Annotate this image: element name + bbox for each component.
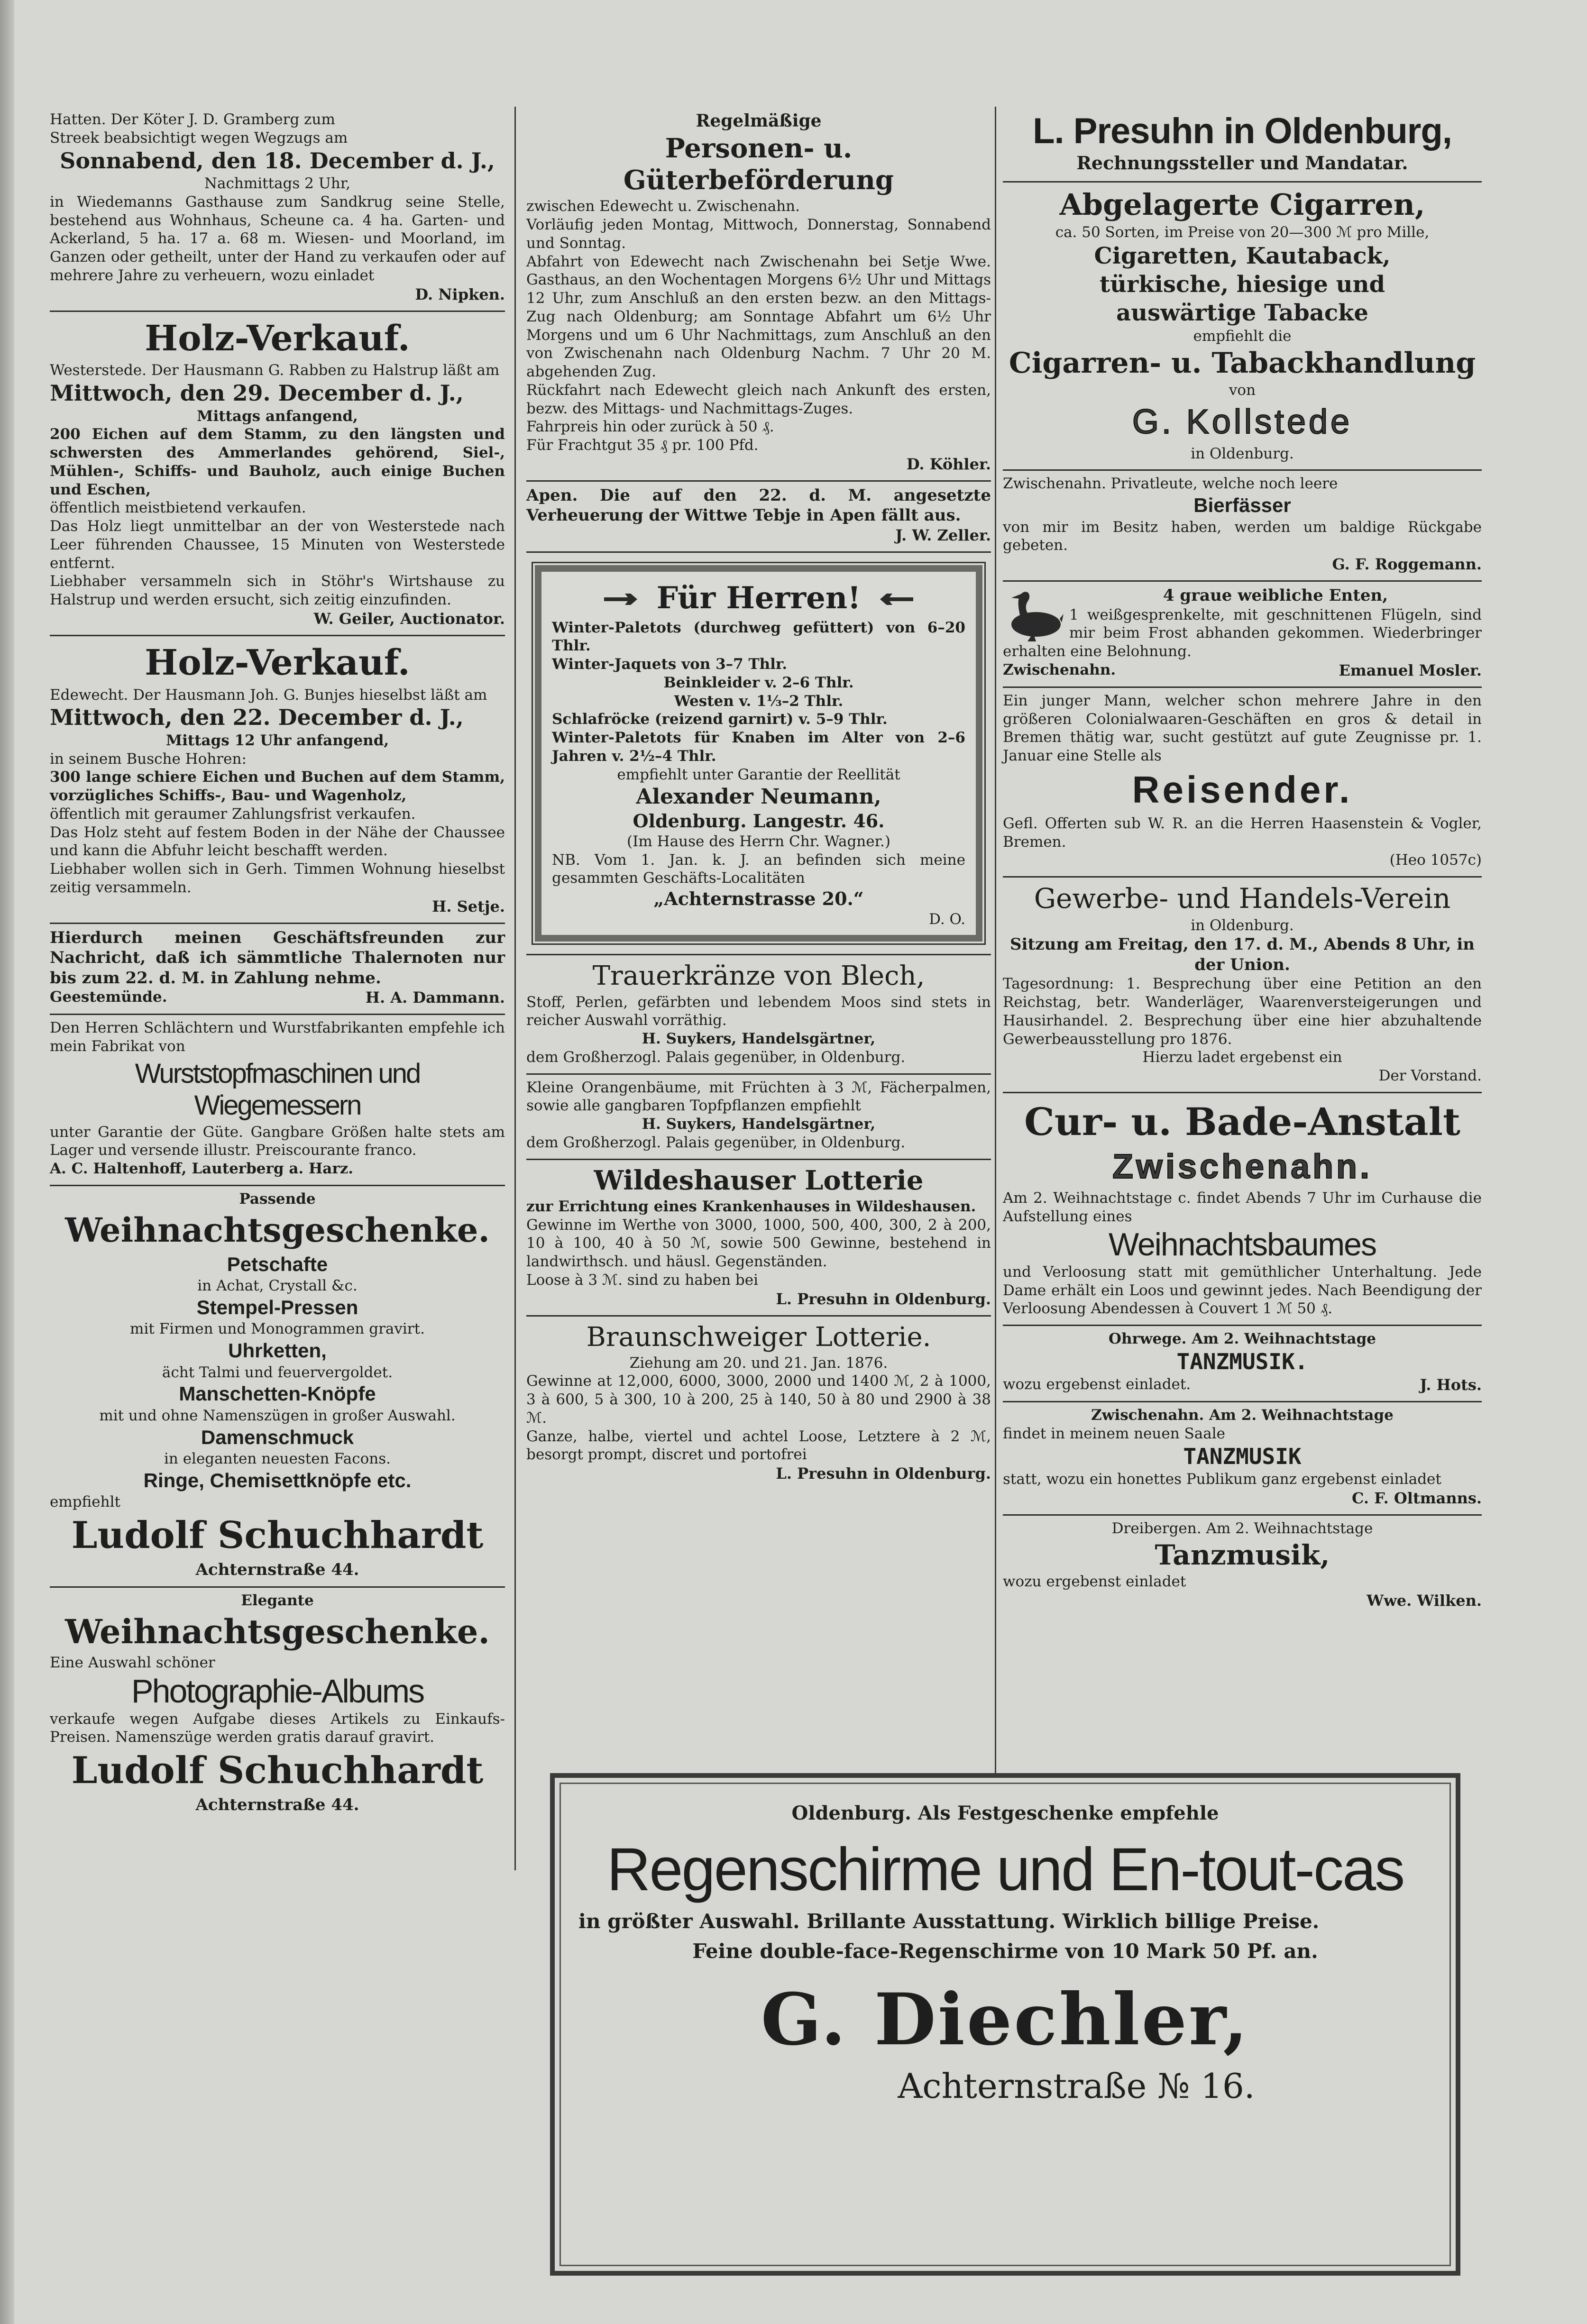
ad-signature: Der Vorstand. <box>1378 1067 1482 1085</box>
ad-text: Hatten. Der Köter J. D. Gramberg zum <box>50 111 335 128</box>
ad-signature: W. Geiler, Auctionator. <box>313 609 505 628</box>
ad-text: Oldenburg. Als Festgeschenke empfehle <box>791 1802 1219 1824</box>
ad-text: Regelmäßige <box>696 111 822 131</box>
ad-headline: TANZMUSIK <box>1183 1443 1302 1469</box>
ad-item: Petschafte <box>227 1253 328 1275</box>
ad-text: von <box>1229 382 1256 399</box>
ad-wurststopfmaschinen <box>50 1015 505 1186</box>
ad-text: Kleine Orangenbäume, mit Früchten à 3 ℳ, Fächerpalmen, sowie alle gangbaren Topfpflanzen empfiehlt <box>526 1079 991 1115</box>
ad-text: in Oldenburg. <box>1191 916 1294 934</box>
ad-text: Hierdurch meinen Geschäftsfreunden zur Nachricht, daß ich sämmtliche Thalernoten nur bis zum 22. d. M. in Zahlung nehme. <box>50 928 505 988</box>
ad-item: Schlafröcke (reizend garnirt) v. 5–9 Thlr. <box>552 711 888 728</box>
ad-text: Vorläufig jeden Montag, Mittwoch, Donnerstag, Sonnabend und Sonntag. <box>526 216 991 252</box>
ad-place: Zwischenahn. <box>1003 661 1116 678</box>
ad-text: Sitzung am Freitag, den 17. d. M., Abends 8 Uhr, in der Union. <box>1010 935 1475 974</box>
ad-headline: Personen- u. Güterbeförderung <box>623 133 894 196</box>
ad-text: zur Errichtung eines Krankenhauses in Wildeshausen. <box>526 1198 976 1215</box>
ad-text: Nachmittags 2 Uhr, <box>204 175 351 192</box>
ad-text: Zwischenahn. Am 2. Weihnachtstage <box>1091 1407 1394 1424</box>
ad-text: dem Großherzogl. Palais gegenüber, in Oldenburg. <box>526 1134 906 1151</box>
ad-apen <box>526 482 991 553</box>
ad-signature: D. Köhler. <box>906 455 991 473</box>
ad-address: Achternstraße 44. <box>195 1560 359 1579</box>
ad-enten <box>1003 582 1482 688</box>
ad-text: verkaufe wegen Aufgabe dieses Artikels zu Einkaufs-Preisen. Namenszüge werden gratis darauf gravirt. <box>50 1710 505 1746</box>
ad-holz-verkauf-edewecht <box>50 636 505 924</box>
ad-text: mit und ohne Namenszügen in großer Auswahl. <box>99 1407 456 1424</box>
ad-text: Eine Auswahl schöner <box>50 1654 215 1671</box>
ad-date: Mittwoch, den 29. December d. J., <box>50 380 464 406</box>
ad-text: wozu ergebenst einladet <box>1003 1573 1186 1591</box>
ad-signature: C. F. Oltmanns. <box>1351 1489 1482 1508</box>
ad-text: mit Firmen und Monogrammen gravirt. <box>130 1320 425 1338</box>
ad-headline: Zwischenahn. <box>1112 1147 1373 1186</box>
binding-edge <box>0 0 14 2324</box>
ad-item: Winter-Jaquets von 3–7 Thlr. <box>552 656 788 673</box>
ad-text: Tagesordnung: 1. Besprechung über eine Petition an den Reichstag, betr. Wanderläger, Waarenversteigerungen und Hausirhandel. 2. Besprechung über eine hier abzuhaltende Gewerbeausstellung pro 1876. <box>1003 975 1482 1048</box>
ad-item: türkische, hiesige und <box>1099 271 1385 298</box>
column-3 <box>1003 107 1482 1617</box>
ad-personenbefoerderung <box>526 107 991 482</box>
ad-text: Elegante <box>241 1592 314 1610</box>
ad-address: Achternstraße № 16. <box>898 2066 1255 2106</box>
ad-item: Winter-Paletots für Knaben im Alter von 2–6 Jahren v. 2½–4 Thlr. <box>552 729 965 765</box>
ad-headline: Cur- u. Bade-Anstalt <box>1024 1099 1460 1144</box>
ad-text: in eleganten neuesten Facons. <box>164 1450 391 1468</box>
ad-signature: J. Hots. <box>1420 1376 1482 1394</box>
ad-holz-verkauf-westerstede <box>50 312 505 636</box>
ad-text: Am 2. Weihnachtstage c. findet Abends 7 Uhr im Curhause die Aufstellung eines <box>1003 1189 1482 1226</box>
ad-item: Winter-Paletots (durchweg gefüttert) von 6–20 Thlr. <box>552 619 965 655</box>
ad-text: und Verloosung statt mit gemüthlicher Unterhaltung. Jede Dame erhält ein Loos und gewinnt jedes. Nach Beendigung der Verloosung Abendessen à Couvert 1 ℳ 50 ₰. <box>1003 1263 1482 1318</box>
ad-text: Passende <box>239 1190 316 1208</box>
ad-headline-row <box>552 580 965 617</box>
ad-text: unter Garantie der Güte. Gangbare Größen halte stets am Lager und versende illustr. Preiscourante franco. <box>50 1123 505 1159</box>
ad-merchant-name: Ludolf Schuchhardt <box>71 1749 484 1793</box>
ad-text: in größter Auswahl. Brillante Ausstattung. Wirklich billige Preise. <box>578 1910 1320 1933</box>
ad-gewerbe-verein <box>1003 878 1482 1093</box>
ad-text: NB. Vom 1. Jan. k. J. an befinden sich meine gesammten Geschäfts-Localitäten <box>552 851 965 887</box>
ad-date: Sonnabend, den 18. December d. J., <box>60 147 495 174</box>
ad-text: Zwischenahn. Privatleute, welche noch leere <box>1003 475 1338 493</box>
ad-headline: Weihnachtsbaumes <box>1109 1226 1376 1263</box>
ad-text: Mittags anfangend, <box>197 407 358 425</box>
ad-date: Mittwoch, den 22. December d. J., <box>50 705 464 731</box>
ad-address: Oldenburg. Langestr. 46. <box>633 810 885 832</box>
ad-text: 1 weißgesprenkelte, mit geschnittenen Flügeln, sind mir beim Frost abhanden gekommen. Wiederbringer erhalten eine Belohnung. <box>1003 606 1482 660</box>
ad-text: Fahrpreis hin oder zurück à 50 ₰. <box>526 418 774 436</box>
ad-signature: D. Nipken. <box>415 285 505 303</box>
ad-address: Achternstraße 44. <box>195 1795 359 1814</box>
ad-text: Ohrwege. Am 2. Weihnachtstage <box>1108 1330 1376 1348</box>
ad-text: Liebhaber versammeln sich in Stöhr's Wirtshause zu Halstrup und werden ersucht, sich zeitig einzufinden. <box>50 573 505 609</box>
ad-trauerkraenze <box>526 954 991 1074</box>
ad-text: Dreibergen. Am 2. Weihnachtstage <box>1111 1520 1373 1537</box>
ad-headline: Holz-Verkauf. <box>145 642 410 683</box>
ad-item: Cigaretten, Kautaback, <box>1094 242 1391 269</box>
ad-hatten-sale <box>50 107 505 312</box>
ad-text: Das Holz liegt unmittelbar an der von Westerstede nach Leer führenden Chaussee, 15 Minuten von Westerstede entfernt. <box>50 518 505 572</box>
ad-headline: Holz-Verkauf. <box>145 318 410 359</box>
ad-headline: Regenschirme und En-tout-cas <box>606 1836 1404 1903</box>
ad-merchant-name: G. Kollstede <box>1132 403 1353 441</box>
ad-headline: Trauerkränze von Blech, <box>592 961 925 992</box>
ad-headline: Abgelagerte Cigarren, <box>1059 187 1425 222</box>
ad-merchant-name: Alexander Neumann, <box>636 785 881 809</box>
ad-text: Feine double-face-Regenschirme von 10 Mark 50 Pf. an. <box>692 1939 1318 1963</box>
ad-signature: H. Setje. <box>432 897 505 915</box>
ad-signature: G. F. Roggemann. <box>1332 555 1482 574</box>
ad-text: in Achat, Crystall &c. <box>197 1277 358 1295</box>
ad-text: „Achternstrasse 20.“ <box>653 888 864 910</box>
duck-icon <box>1003 586 1064 642</box>
ad-dreibergen-tanzmusik <box>1003 1516 1482 1617</box>
ad-signature: H. A. Dammann. <box>365 988 505 1007</box>
ad-text: Den Herren Schlächtern und Wurstfabrikanten empfehle ich mein Fabrikat von <box>50 1019 505 1055</box>
ad-headline: TANZMUSIK. <box>1176 1348 1308 1374</box>
ad-text: empfiehlt unter Garantie der Reellität <box>617 766 900 783</box>
ad-text: empfiehlt die <box>1193 327 1292 345</box>
ad-headline: Weihnachtsgeschenke. <box>65 1611 490 1651</box>
ad-text: in Oldenburg. <box>1191 445 1294 462</box>
ad-signature: D. O. <box>929 910 965 928</box>
ad-signature: A. C. Haltenhoff, Lauterberg a. Harz. <box>50 1160 354 1178</box>
ad-headline: Für Herren! <box>656 580 861 616</box>
ad-orangenbaeume <box>526 1075 991 1160</box>
ad-signature: L. Presuhn in Oldenburg. <box>776 1464 991 1483</box>
ad-text: statt, wozu ein honettes Publikum ganz ergebenst einladet <box>1003 1471 1441 1488</box>
ad-text: öffentlich mit geraumer Zahlungsfrist verkaufen. <box>50 805 416 823</box>
ad-headline: Bierfässer <box>1193 494 1291 517</box>
ad-merchant-name: Ludolf Schuchhardt <box>71 1514 484 1557</box>
ad-signature: Emanuel Mosler. <box>1339 661 1482 679</box>
ad-item: Manschetten-Knöpfe <box>179 1382 376 1405</box>
column-2 <box>526 107 991 1490</box>
column-rule <box>995 107 996 1775</box>
ad-text: von mir im Besitz haben, werden um baldige Rückgabe gebeten. <box>1003 518 1482 554</box>
ad-place: Geestemünde. <box>50 988 167 1006</box>
ad-text: Ein junger Mann, welcher schon mehrere Jahre in den größeren Colonialwaaren-Geschäften en gros & detail in Bremen thätig war, sucht gestützt auf gute Zeugnisse pr. 1. Januar eine Stelle als <box>1003 692 1482 765</box>
ad-text: Loose à 3 ℳ. sind zu haben bei <box>526 1271 758 1289</box>
ad-headline: Wildeshauser Lotterie <box>594 1164 924 1196</box>
ad-text: öffentlich meistbietend verkaufen. <box>50 499 306 517</box>
ad-item: Photographie-Albums <box>131 1672 424 1710</box>
ad-headline: Weihnachtsgeschenke. <box>65 1210 490 1250</box>
ad-item: Westen v. 1⅓–2 Thlr. <box>674 692 844 710</box>
ad-signature: H. Suykers, Handelsgärtner, <box>642 1030 876 1048</box>
ad-signature: L. Presuhn in Oldenburg. <box>776 1290 991 1308</box>
ad-headline: Cigarren- u. Tabackhandlung <box>1009 347 1476 380</box>
ad-text: in Wiedemanns Gasthause zum Sandkrug seine Stelle, bestehend aus Wohnhaus, Scheune ca. 4 ha. Garten- und Ackerland, 5 ha. 17 a. 68 m. Wiesen- und Moorland, im Ganzen oder getheilt, unter der Hand zu verkaufen oder auf mehrere Jahre zu verheuern, wozu einladet <box>50 193 505 284</box>
ad-text: Streek beabsichtigt wegen Wegzugs am <box>50 129 348 146</box>
ad-text: empfiehlt <box>50 1493 120 1511</box>
ad-braunschweiger-lotterie <box>526 1317 991 1490</box>
ad-signature: H. Suykers, Handelsgärtner, <box>642 1116 876 1133</box>
ad-text: 300 lange schiere Eichen und Buchen auf dem Stamm, vorzügliches Schiffs-, Bau- und Wagenholz, <box>50 769 505 805</box>
ad-text: Hierzu ladet ergebenst ein <box>1142 1049 1342 1066</box>
ad-cigarren <box>1003 183 1482 471</box>
ad-text: Das Holz steht auf festem Boden in der Nähe der Chaussee und kann die Abfuhr leicht beschafft werden. <box>50 823 505 860</box>
pointing-hand-icon <box>871 591 914 610</box>
ad-text: dem Großherzogl. Palais gegenüber, in Oldenburg. <box>526 1048 906 1066</box>
ad-headline: L. Presuhn in Oldenburg, <box>1033 111 1452 151</box>
ad-text: Rückfahrt nach Edewecht gleich nach Ankunft des ersten, bezw. des Mittags- und Nachmittags-Zuges. <box>526 381 991 417</box>
ad-text: ca. 50 Sorten, im Preise von 20—300 ℳ pro Mille, <box>1055 223 1430 241</box>
ad-text: 4 graue weibliche Enten, <box>1163 586 1388 605</box>
ad-text: Rechnungssteller und Mandatar. <box>1076 152 1408 174</box>
ad-text: Liebhaber wollen sich in Gerh. Timmen Wohnung hieselbst zeitig versammeln. <box>50 860 505 896</box>
pointing-hand-icon <box>603 591 646 610</box>
ad-headline: Tanzmusik, <box>1155 1538 1330 1571</box>
ad-item: Ringe, Chemisettknöpfe etc. <box>143 1469 412 1491</box>
ad-text: Für Frachtgut 35 ₰ pr. 100 Pfd. <box>526 437 759 454</box>
ad-thalernoten <box>50 924 505 1016</box>
ad-headline: Braunschweiger Lotterie. <box>586 1321 931 1353</box>
ad-text: Stoff, Perlen, gefärbten und lebendem Moos sind stets in reicher Auswahl vorräthig. <box>526 993 991 1029</box>
column-rule <box>514 107 516 1870</box>
ad-fuer-herren <box>535 565 982 942</box>
ad-text: in seinem Busche Hohren: <box>50 750 247 768</box>
ad-item: Stempel-Pressen <box>196 1296 358 1318</box>
ad-item: Beinkleider v. 2–6 Thlr. <box>663 674 854 691</box>
ad-presuhn <box>1003 107 1482 183</box>
ad-zwischenahn-tanzmusik <box>1003 1402 1482 1516</box>
ad-text: wozu ergebenst einladet. <box>1003 1376 1191 1393</box>
ad-item: Damenschmuck <box>201 1426 354 1448</box>
ad-merchant-name: G. Diechler, <box>761 1978 1250 2061</box>
ad-text: Edewecht. Der Hausmann Joh. G. Bunjes hieselbst läßt am <box>50 686 487 704</box>
ad-reisender <box>1003 688 1482 878</box>
ad-item: Uhrketten, <box>228 1339 327 1362</box>
ad-text: findet in meinem neuen Saale <box>1003 1425 1225 1443</box>
ad-signature: J. W. Zeller. <box>895 526 991 544</box>
ad-text: Abfahrt von Edewecht nach Zwischenahn bei Setje Wwe. Gasthaus, an den Wochentagen Morgens 6½ Uhr und Mittags 12 Uhr, zum Anschluß an den ersten bezw. an den Mittags-Zug nach Oldenburg; am Sonntage Abfahrt um 6½ Uhr Morgens und um 6 Uhr Nachmittags, zum Anschluß an den von Zwischenahn nach Oldenburg Nachm. 7 Uhr 20 M. abgehenden Zug. <box>526 253 991 381</box>
ad-signature: Wwe. Wilken. <box>1367 1592 1482 1610</box>
ad-headline: Gewerbe- und Handels-Verein <box>1034 882 1451 915</box>
ad-text: 200 Eichen auf dem Stamm, zu den längsten und schwersten des Ammerlandes gehörend, Siel-, Mühlen-, Schiffs- und Bauholz, auch einige Buchen und Eschen, <box>50 426 505 498</box>
ad-text: Gefl. Offerten sub W. R. an die Herren Haasenstein & Vogler, Bremen. <box>1003 814 1482 851</box>
ad-text: Gewinne at 12,000, 6000, 3000, 2000 und 1400 ℳ, 2 à 1000, 3 à 600, 5 à 300, 10 à 200, 25 à 140, 50 à 80 und 2900 à 38 ℳ. <box>526 1372 991 1427</box>
ad-text: Apen. Die auf den 22. d. M. angesetzte Verheuerung der Wittwe Tebje in Apen fällt aus. <box>526 485 991 525</box>
ad-item: auswärtige Tabacke <box>1116 299 1368 326</box>
ad-bade-anstalt <box>1003 1093 1482 1326</box>
ad-text: ächt Talmi und feuervergoldet. <box>162 1363 393 1381</box>
ad-text: Ganze, halbe, viertel und achtel Loose, Letztere à 2 ℳ, besorgt prompt, discret und portofrei <box>526 1427 991 1464</box>
ad-weihnachtsgeschenke-1 <box>50 1186 505 1588</box>
ad-regenschirme <box>550 1773 1460 2276</box>
ad-text: Gewinne im Werthe von 3000, 1000, 500, 400, 300, 2 à 200, 10 à 100, 40 à 50 ℳ, sowie 500 Gewinne, bestehend in landwirthsch. und häusl. Gegenständen. <box>526 1216 991 1271</box>
ad-headline: Reisender. <box>1132 768 1353 811</box>
ad-text: Westerstede. Der Hausmann G. Rabben zu Halstrup läßt am <box>50 362 500 379</box>
column-1 <box>50 107 505 1821</box>
ad-text: zwischen Edewecht u. Zwischenahn. <box>526 198 800 215</box>
ad-weihnachtsgeschenke-2 <box>50 1588 505 1821</box>
ad-ohrwege-tanzmusik <box>1003 1326 1482 1402</box>
ad-text: Ziehung am 20. und 21. Jan. 1876. <box>629 1354 888 1372</box>
ad-headline: Wurststopfmaschinen und Wiegemessern <box>135 1058 420 1121</box>
ad-bierfaesser <box>1003 471 1482 582</box>
ad-text: Mittags 12 Uhr anfangend, <box>165 732 389 749</box>
ad-code: (Heo 1057c) <box>1389 851 1482 869</box>
ad-text: (Im Hause des Herrn Chr. Wagner.) <box>627 833 890 850</box>
ad-wildeshauser-lotterie <box>526 1160 991 1317</box>
